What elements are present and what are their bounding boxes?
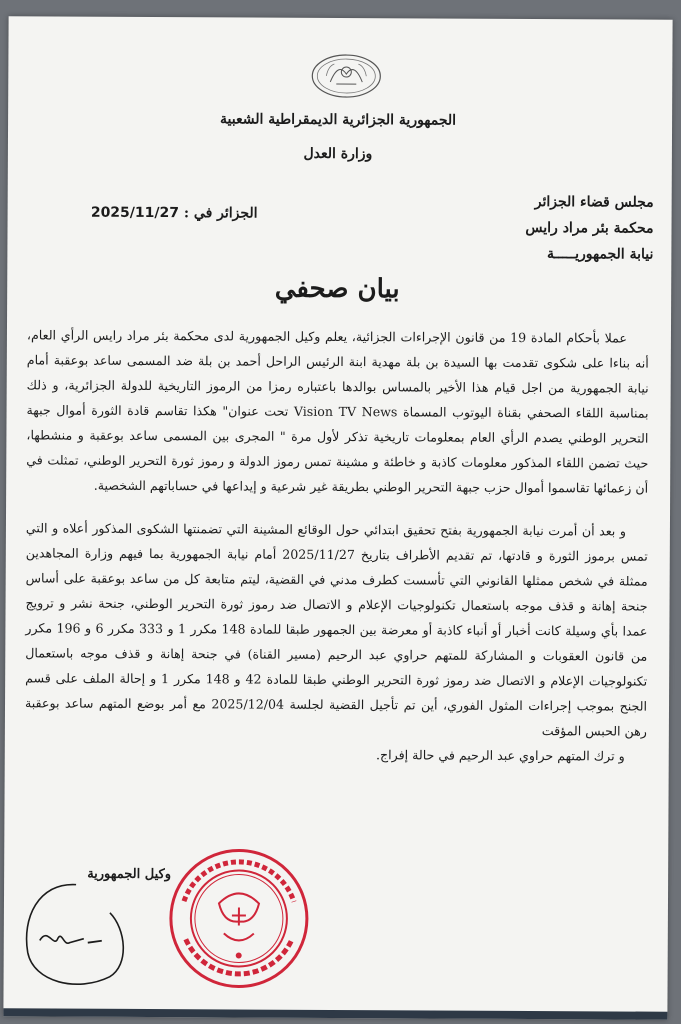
dateline-label: الجزائر في :	[183, 205, 258, 222]
paragraph-2: و بعد أن أمرت نيابة الجمهورية بفتح تحقيق ابتدائي حول الوقائع المشينة التي تضمنتها الشكوى المذكور أعلاه و التي تمس برموز الثورة و قادتها، تم تقديم الأطراف بتاريخ 2025/11/27 أمام نيابة الجمهورية بما فيهم وزارة المجاهدين ممثلة في شخص ممثلها القانوني التي تأسست كطرف مدني في القضية، ليتم متابعة كل من ساعد بوعقبة على أساس جنحة إهانة و قذف موجه باستعمال تكنولوجيات الإعلام و الاتصال ضد رموز ثورة التحرير الوطني، جنحة نشر و ترويج عمدا بأي وسيلة كانت أخبار أو أنباء كاذبة أو معرضة بين الجمهور طبقا للمادة 148 مكرر 1 و 333 مكرر 6 و 196 مكرر من قانون العقوبات و المشاركة للمتهم حراوي عبد الرحيم (مسير القناة) في جنحة إهانة و قذف موجه باستعمال تكنولوجيات الإعلام و الاتصال ضد رموز ثورة التحرير الوطني طبقا للمادة 42 و 148 مكرر 1 و إحالة الملف على قسم الجنح بموجب إجراءات المثول الفوري، أين تم تأجيل القضية لجلسة 2025/12/04 مع أمر بوضع المتهم ساعد بوعقبة رهن الحبس المؤقت	[24, 520, 648, 739]
document-page	[3, 16, 672, 1019]
paragraph-1: عملا بأحكام المادة 19 من قانون الإجراءات الجزائية، يعلم وكيل الجمهورية لدى محكمة بئر مراد رايس الرأي العام، أنه بناءا على شكوى تقدمت بها السيدة بن بلة مهدية ابنة الرئيس الراحل أحمد بن بلة ضد المسمى ساعد بوعقبة أمام نيابة الجمهورية من اجل قيام هذا الأخير بالمساس بوالدها باعتباره رمزا من الرموز التاريخية للدولة الجزائرية، و ذلك بمناسبة اللقاء الصحفي بقناة اليوتوب المسماة Vision TV News تحت عنوان" هكذا تقاسم قادة الثورة أموال جبهة التحرير الوطني يصدم الرأي العام بمعلومات تاريخية تذكر لأول مرة " المجرى بين المسمى ساعد بوعقبة و منشطها، حيث تضمن اللقاء المذكور معلومات كاذبة و خاطئة و مشينة تمس رموز الدولة و رموز ثورة التحرير الوطني، تمثلت في أن زعمائها تقاسموا أموال حزب جبهة التحرير الوطني بطريقة غير شرعية و إيداعها في حساباتهم الشخصية.	[26, 327, 649, 496]
dateline	[78, 205, 258, 222]
court-prosecution: نيابة الجمهوريـــــة	[547, 246, 654, 263]
paragraph-3: و ترك المتهم حراوي عبد الرحيم في حالة إفراج.	[375, 747, 625, 764]
document-body	[25, 322, 649, 768]
republic-name: الجمهورية الجزائرية الديمقراطية الشعبية	[220, 111, 457, 129]
bottom-edge	[3, 1008, 667, 1019]
document-title: بيان صحفي	[274, 273, 400, 305]
document-date: 2025/11/27	[90, 204, 180, 222]
court-block	[453, 189, 653, 268]
ministry-name: وزارة العدل	[303, 145, 373, 163]
court-tribunal: محكمة بئر مراد رايس	[525, 219, 654, 237]
court-council: مجلس قضاء الجزائر	[534, 194, 654, 211]
signature	[18, 878, 131, 995]
signatory-title: وكيل الجمهورية	[87, 866, 172, 883]
state-emblem-icon	[308, 52, 384, 100]
official-stamp	[164, 843, 315, 994]
